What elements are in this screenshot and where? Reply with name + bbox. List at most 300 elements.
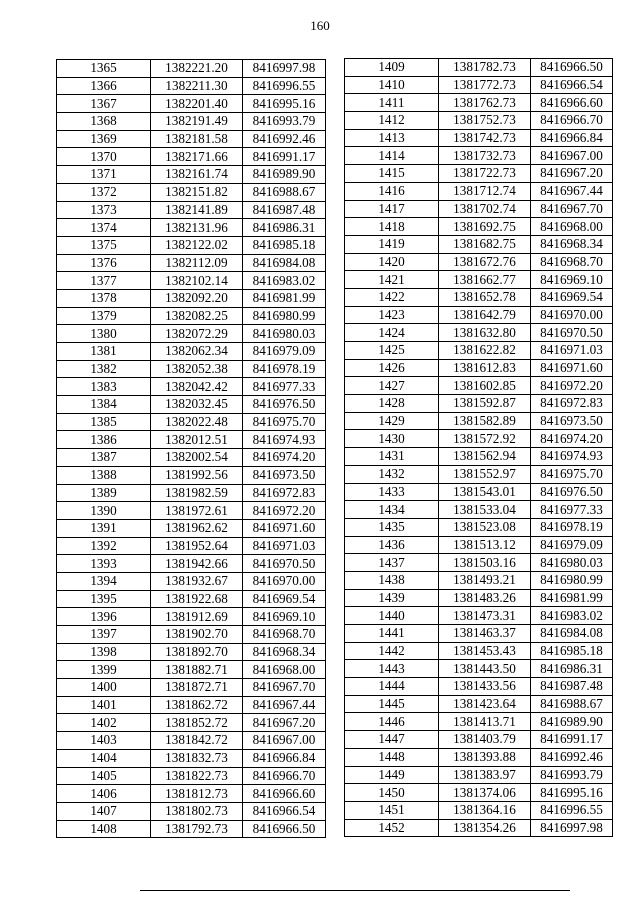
- table-row: [57, 679, 326, 697]
- table-row: [57, 502, 326, 520]
- x-coordinate-cell: 1381682.75: [439, 235, 531, 253]
- point-number-cell: 1416: [345, 182, 439, 200]
- x-coordinate-cell: 1381882.71: [151, 661, 243, 679]
- point-number-cell: 1420: [345, 253, 439, 271]
- x-coordinate-cell: 1381792.73: [151, 820, 243, 838]
- point-number-cell: 1421: [345, 271, 439, 289]
- y-coordinate-cell: 8416969.54: [531, 288, 613, 306]
- table-row: [345, 76, 613, 94]
- y-coordinate-cell: 8416968.34: [531, 235, 613, 253]
- y-coordinate-cell: 8416980.03: [243, 325, 326, 343]
- coordinates-table-left: [56, 59, 326, 838]
- x-coordinate-cell: 1381992.56: [151, 466, 243, 484]
- x-coordinate-cell: 1381772.73: [439, 76, 531, 94]
- y-coordinate-cell: 8416984.08: [243, 254, 326, 272]
- table-row: [57, 466, 326, 484]
- y-coordinate-cell: 8416980.99: [243, 307, 326, 325]
- point-number-cell: 1384: [57, 396, 151, 414]
- point-number-cell: 1407: [57, 802, 151, 820]
- x-coordinate-cell: 1381354.26: [439, 819, 531, 837]
- x-coordinate-cell: 1382211.30: [151, 77, 243, 95]
- table-row: [345, 678, 613, 696]
- point-number-cell: 1375: [57, 236, 151, 254]
- table-row: [57, 519, 326, 537]
- point-number-cell: 1401: [57, 696, 151, 714]
- table-row: [345, 589, 613, 607]
- x-coordinate-cell: 1382022.48: [151, 413, 243, 431]
- x-coordinate-cell: 1381473.31: [439, 607, 531, 625]
- y-coordinate-cell: 8416970.00: [531, 306, 613, 324]
- x-coordinate-cell: 1381702.74: [439, 200, 531, 218]
- y-coordinate-cell: 8416966.50: [243, 820, 326, 838]
- y-coordinate-cell: 8416979.09: [531, 536, 613, 554]
- y-coordinate-cell: 8416984.08: [531, 625, 613, 643]
- x-coordinate-cell: 1382161.74: [151, 166, 243, 184]
- point-number-cell: 1434: [345, 501, 439, 519]
- table-row: [57, 767, 326, 785]
- point-number-cell: 1372: [57, 183, 151, 201]
- y-coordinate-cell: 8416989.90: [531, 713, 613, 731]
- x-coordinate-cell: 1381932.67: [151, 572, 243, 590]
- table-row: [345, 642, 613, 660]
- x-coordinate-cell: 1382171.66: [151, 148, 243, 166]
- table-row: [57, 555, 326, 573]
- x-coordinate-cell: 1382012.51: [151, 431, 243, 449]
- y-coordinate-cell: 8416974.93: [531, 448, 613, 466]
- x-coordinate-cell: 1381812.73: [151, 785, 243, 803]
- point-number-cell: 1368: [57, 113, 151, 131]
- y-coordinate-cell: 8416970.50: [531, 324, 613, 342]
- table-row: [345, 59, 613, 77]
- point-number-cell: 1435: [345, 518, 439, 536]
- x-coordinate-cell: 1381852.72: [151, 714, 243, 732]
- x-coordinate-cell: 1381832.73: [151, 749, 243, 767]
- x-coordinate-cell: 1381433.56: [439, 678, 531, 696]
- y-coordinate-cell: 8416974.93: [243, 431, 326, 449]
- table-row: [57, 572, 326, 590]
- point-number-cell: 1431: [345, 448, 439, 466]
- y-coordinate-cell: 8416988.67: [243, 183, 326, 201]
- point-number-cell: 1380: [57, 325, 151, 343]
- point-number-cell: 1374: [57, 219, 151, 237]
- table-row: [345, 324, 613, 342]
- table-row: [345, 271, 613, 289]
- y-coordinate-cell: 8416983.02: [243, 272, 326, 290]
- table-row: [345, 695, 613, 713]
- x-coordinate-cell: 1381592.87: [439, 395, 531, 413]
- x-coordinate-cell: 1381892.70: [151, 643, 243, 661]
- x-coordinate-cell: 1382131.96: [151, 219, 243, 237]
- y-coordinate-cell: 8416989.90: [243, 166, 326, 184]
- y-coordinate-cell: 8416970.50: [243, 555, 326, 573]
- y-coordinate-cell: 8416993.79: [243, 113, 326, 131]
- x-coordinate-cell: 1381962.62: [151, 519, 243, 537]
- table-row: [57, 732, 326, 750]
- point-number-cell: 1447: [345, 731, 439, 749]
- point-number-cell: 1396: [57, 608, 151, 626]
- x-coordinate-cell: 1382141.89: [151, 201, 243, 219]
- x-coordinate-cell: 1381672.76: [439, 253, 531, 271]
- x-coordinate-cell: 1381483.26: [439, 589, 531, 607]
- table-row: [57, 272, 326, 290]
- x-coordinate-cell: 1381364.16: [439, 801, 531, 819]
- y-coordinate-cell: 8416972.20: [531, 377, 613, 395]
- y-coordinate-cell: 8416968.70: [243, 626, 326, 644]
- x-coordinate-cell: 1381453.43: [439, 642, 531, 660]
- point-number-cell: 1379: [57, 307, 151, 325]
- point-number-cell: 1397: [57, 626, 151, 644]
- x-coordinate-cell: 1381413.71: [439, 713, 531, 731]
- x-coordinate-cell: 1382151.82: [151, 183, 243, 201]
- table-row: [345, 395, 613, 413]
- y-coordinate-cell: 8416966.54: [531, 76, 613, 94]
- point-number-cell: 1423: [345, 306, 439, 324]
- page-number: 160: [310, 18, 330, 33]
- y-coordinate-cell: 8416992.46: [531, 748, 613, 766]
- x-coordinate-cell: 1381922.68: [151, 590, 243, 608]
- point-number-cell: 1449: [345, 766, 439, 784]
- point-number-cell: 1430: [345, 430, 439, 448]
- y-coordinate-cell: 8416986.31: [243, 219, 326, 237]
- y-coordinate-cell: 8416966.70: [531, 112, 613, 130]
- table-row: [57, 254, 326, 272]
- point-number-cell: 1450: [345, 784, 439, 802]
- point-number-cell: 1451: [345, 801, 439, 819]
- table-row: [345, 359, 613, 377]
- x-coordinate-cell: 1381652.78: [439, 288, 531, 306]
- y-coordinate-cell: 8416967.00: [531, 147, 613, 165]
- point-number-cell: 1373: [57, 201, 151, 219]
- table-row: [345, 501, 613, 519]
- y-coordinate-cell: 8416974.20: [243, 449, 326, 467]
- x-coordinate-cell: 1381912.69: [151, 608, 243, 626]
- table-row: [57, 396, 326, 414]
- point-number-cell: 1371: [57, 166, 151, 184]
- x-coordinate-cell: 1381982.59: [151, 484, 243, 502]
- table-row: [345, 200, 613, 218]
- table-row: [345, 430, 613, 448]
- y-coordinate-cell: 8416969.10: [243, 608, 326, 626]
- table-row: [345, 483, 613, 501]
- table-row: [345, 412, 613, 430]
- y-coordinate-cell: 8416980.99: [531, 571, 613, 589]
- x-coordinate-cell: 1381383.97: [439, 766, 531, 784]
- table-row: [57, 449, 326, 467]
- y-coordinate-cell: 8416976.50: [531, 483, 613, 501]
- table-row: [345, 129, 613, 147]
- x-coordinate-cell: 1381622.82: [439, 342, 531, 360]
- table-row: [57, 360, 326, 378]
- x-coordinate-cell: 1382072.29: [151, 325, 243, 343]
- point-number-cell: 1441: [345, 625, 439, 643]
- x-coordinate-cell: 1382181.58: [151, 130, 243, 148]
- x-coordinate-cell: 1381612.83: [439, 359, 531, 377]
- y-coordinate-cell: 8416977.33: [531, 501, 613, 519]
- point-number-cell: 1377: [57, 272, 151, 290]
- y-coordinate-cell: 8416967.70: [531, 200, 613, 218]
- point-number-cell: 1437: [345, 554, 439, 572]
- point-number-cell: 1452: [345, 819, 439, 837]
- y-coordinate-cell: 8416967.44: [243, 696, 326, 714]
- table-row: [57, 77, 326, 95]
- y-coordinate-cell: 8416972.83: [531, 395, 613, 413]
- y-coordinate-cell: 8416973.50: [531, 412, 613, 430]
- point-number-cell: 1369: [57, 130, 151, 148]
- table-row: [57, 431, 326, 449]
- x-coordinate-cell: 1381523.08: [439, 518, 531, 536]
- y-coordinate-cell: 8416991.17: [243, 148, 326, 166]
- x-coordinate-cell: 1382221.20: [151, 60, 243, 78]
- x-coordinate-cell: 1382112.09: [151, 254, 243, 272]
- point-number-cell: 1404: [57, 749, 151, 767]
- y-coordinate-cell: 8416966.54: [243, 802, 326, 820]
- x-coordinate-cell: 1381712.74: [439, 182, 531, 200]
- point-number-cell: 1445: [345, 695, 439, 713]
- table-row: [57, 183, 326, 201]
- table-row: [345, 571, 613, 589]
- y-coordinate-cell: 8416996.55: [243, 77, 326, 95]
- x-coordinate-cell: 1381602.85: [439, 377, 531, 395]
- x-coordinate-cell: 1381632.80: [439, 324, 531, 342]
- y-coordinate-cell: 8416971.60: [531, 359, 613, 377]
- point-number-cell: 1446: [345, 713, 439, 731]
- y-coordinate-cell: 8416966.60: [531, 94, 613, 112]
- x-coordinate-cell: 1381822.73: [151, 767, 243, 785]
- coordinates-table-right: [344, 58, 613, 837]
- point-number-cell: 1402: [57, 714, 151, 732]
- y-coordinate-cell: 8416992.46: [243, 130, 326, 148]
- table-row: [57, 714, 326, 732]
- table-row: [57, 130, 326, 148]
- table-row: [345, 784, 613, 802]
- table-row: [345, 253, 613, 271]
- y-coordinate-cell: 8416968.70: [531, 253, 613, 271]
- point-number-cell: 1415: [345, 165, 439, 183]
- y-coordinate-cell: 8416987.48: [531, 678, 613, 696]
- y-coordinate-cell: 8416967.00: [243, 732, 326, 750]
- table-row: [345, 377, 613, 395]
- point-number-cell: 1413: [345, 129, 439, 147]
- y-coordinate-cell: 8416975.70: [243, 413, 326, 431]
- point-number-cell: 1405: [57, 767, 151, 785]
- table-row: [345, 182, 613, 200]
- y-coordinate-cell: 8416971.60: [243, 519, 326, 537]
- x-coordinate-cell: 1381393.88: [439, 748, 531, 766]
- point-number-cell: 1383: [57, 378, 151, 396]
- y-coordinate-cell: 8416968.00: [243, 661, 326, 679]
- point-number-cell: 1425: [345, 342, 439, 360]
- table-row: [345, 660, 613, 678]
- y-coordinate-cell: 8416978.19: [531, 518, 613, 536]
- table-row: [345, 607, 613, 625]
- table-row: [345, 554, 613, 572]
- table-row: [57, 166, 326, 184]
- x-coordinate-cell: 1381423.64: [439, 695, 531, 713]
- point-number-cell: 1406: [57, 785, 151, 803]
- table-row: [57, 325, 326, 343]
- y-coordinate-cell: 8416995.16: [243, 95, 326, 113]
- y-coordinate-cell: 8416985.18: [531, 642, 613, 660]
- point-number-cell: 1400: [57, 679, 151, 697]
- table-row: [57, 289, 326, 307]
- y-coordinate-cell: 8416988.67: [531, 695, 613, 713]
- table-row: [57, 696, 326, 714]
- x-coordinate-cell: 1381582.89: [439, 412, 531, 430]
- point-number-cell: 1390: [57, 502, 151, 520]
- point-number-cell: 1392: [57, 537, 151, 555]
- table-row: [345, 218, 613, 236]
- y-coordinate-cell: 8416981.99: [531, 589, 613, 607]
- point-number-cell: 1440: [345, 607, 439, 625]
- point-number-cell: 1411: [345, 94, 439, 112]
- x-coordinate-cell: 1381662.77: [439, 271, 531, 289]
- point-number-cell: 1382: [57, 360, 151, 378]
- table-row: [57, 307, 326, 325]
- point-number-cell: 1367: [57, 95, 151, 113]
- y-coordinate-cell: 8416981.99: [243, 289, 326, 307]
- point-number-cell: 1439: [345, 589, 439, 607]
- x-coordinate-cell: 1381513.12: [439, 536, 531, 554]
- x-coordinate-cell: 1382002.54: [151, 449, 243, 467]
- table-row: [57, 749, 326, 767]
- y-coordinate-cell: 8416987.48: [243, 201, 326, 219]
- point-number-cell: 1438: [345, 571, 439, 589]
- table-row: [57, 95, 326, 113]
- point-number-cell: 1389: [57, 484, 151, 502]
- x-coordinate-cell: 1382102.14: [151, 272, 243, 290]
- y-coordinate-cell: 8416995.16: [531, 784, 613, 802]
- x-coordinate-cell: 1381443.50: [439, 660, 531, 678]
- point-number-cell: 1398: [57, 643, 151, 661]
- point-number-cell: 1442: [345, 642, 439, 660]
- table-row: [57, 590, 326, 608]
- point-number-cell: 1429: [345, 412, 439, 430]
- x-coordinate-cell: 1381742.73: [439, 129, 531, 147]
- table-row: [57, 413, 326, 431]
- table-row: [57, 484, 326, 502]
- table-row: [57, 802, 326, 820]
- point-number-cell: 1412: [345, 112, 439, 130]
- table-row: [57, 820, 326, 838]
- point-number-cell: 1393: [57, 555, 151, 573]
- point-number-cell: 1388: [57, 466, 151, 484]
- table-row: [345, 165, 613, 183]
- y-coordinate-cell: 8416983.02: [531, 607, 613, 625]
- point-number-cell: 1378: [57, 289, 151, 307]
- table-row: [57, 343, 326, 361]
- point-number-cell: 1417: [345, 200, 439, 218]
- point-number-cell: 1385: [57, 413, 151, 431]
- point-number-cell: 1386: [57, 431, 151, 449]
- point-number-cell: 1414: [345, 147, 439, 165]
- x-coordinate-cell: 1381374.06: [439, 784, 531, 802]
- x-coordinate-cell: 1381642.79: [439, 306, 531, 324]
- y-coordinate-cell: 8416966.70: [243, 767, 326, 785]
- table-row: [345, 448, 613, 466]
- point-number-cell: 1422: [345, 288, 439, 306]
- y-coordinate-cell: 8416974.20: [531, 430, 613, 448]
- x-coordinate-cell: 1381802.73: [151, 802, 243, 820]
- table-row: [345, 112, 613, 130]
- x-coordinate-cell: 1381872.71: [151, 679, 243, 697]
- y-coordinate-cell: 8416975.70: [531, 465, 613, 483]
- table-row: [57, 643, 326, 661]
- y-coordinate-cell: 8416973.50: [243, 466, 326, 484]
- y-coordinate-cell: 8416968.00: [531, 218, 613, 236]
- point-number-cell: 1427: [345, 377, 439, 395]
- x-coordinate-cell: 1381463.37: [439, 625, 531, 643]
- point-number-cell: 1391: [57, 519, 151, 537]
- point-number-cell: 1410: [345, 76, 439, 94]
- x-coordinate-cell: 1381562.94: [439, 448, 531, 466]
- point-number-cell: 1448: [345, 748, 439, 766]
- table-row: [345, 766, 613, 784]
- table-row: [345, 801, 613, 819]
- table-row: [57, 113, 326, 131]
- point-number-cell: 1409: [345, 59, 439, 77]
- y-coordinate-cell: 8416970.00: [243, 572, 326, 590]
- table-row: [57, 626, 326, 644]
- y-coordinate-cell: 8416977.33: [243, 378, 326, 396]
- point-number-cell: 1366: [57, 77, 151, 95]
- point-number-cell: 1436: [345, 536, 439, 554]
- table-row: [345, 306, 613, 324]
- y-coordinate-cell: 8416978.19: [243, 360, 326, 378]
- point-number-cell: 1394: [57, 572, 151, 590]
- table-row: [345, 748, 613, 766]
- y-coordinate-cell: 8416972.20: [243, 502, 326, 520]
- table-row: [57, 60, 326, 78]
- x-coordinate-cell: 1382052.38: [151, 360, 243, 378]
- x-coordinate-cell: 1381533.04: [439, 501, 531, 519]
- table-row: [57, 537, 326, 555]
- x-coordinate-cell: 1381942.66: [151, 555, 243, 573]
- y-coordinate-cell: 8416967.70: [243, 679, 326, 697]
- table-row: [345, 288, 613, 306]
- table-row: [57, 785, 326, 803]
- table-row: [57, 378, 326, 396]
- point-number-cell: 1381: [57, 343, 151, 361]
- y-coordinate-cell: 8416997.98: [243, 60, 326, 78]
- y-coordinate-cell: 8416967.44: [531, 182, 613, 200]
- point-number-cell: 1419: [345, 235, 439, 253]
- y-coordinate-cell: 8416985.18: [243, 236, 326, 254]
- x-coordinate-cell: 1382092.20: [151, 289, 243, 307]
- x-coordinate-cell: 1381552.97: [439, 465, 531, 483]
- x-coordinate-cell: 1381762.73: [439, 94, 531, 112]
- x-coordinate-cell: 1382201.40: [151, 95, 243, 113]
- y-coordinate-cell: 8416966.60: [243, 785, 326, 803]
- table-row: [57, 148, 326, 166]
- x-coordinate-cell: 1381902.70: [151, 626, 243, 644]
- y-coordinate-cell: 8416972.83: [243, 484, 326, 502]
- y-coordinate-cell: 8416996.55: [531, 801, 613, 819]
- table-row: [57, 236, 326, 254]
- y-coordinate-cell: 8416971.03: [243, 537, 326, 555]
- x-coordinate-cell: 1381782.73: [439, 59, 531, 77]
- x-coordinate-cell: 1381692.75: [439, 218, 531, 236]
- y-coordinate-cell: 8416967.20: [531, 165, 613, 183]
- y-coordinate-cell: 8416980.03: [531, 554, 613, 572]
- point-number-cell: 1443: [345, 660, 439, 678]
- bottom-rule: [140, 890, 570, 891]
- y-coordinate-cell: 8416976.50: [243, 396, 326, 414]
- table-row: [57, 608, 326, 626]
- table-row: [57, 219, 326, 237]
- point-number-cell: 1376: [57, 254, 151, 272]
- point-number-cell: 1370: [57, 148, 151, 166]
- x-coordinate-cell: 1381842.72: [151, 732, 243, 750]
